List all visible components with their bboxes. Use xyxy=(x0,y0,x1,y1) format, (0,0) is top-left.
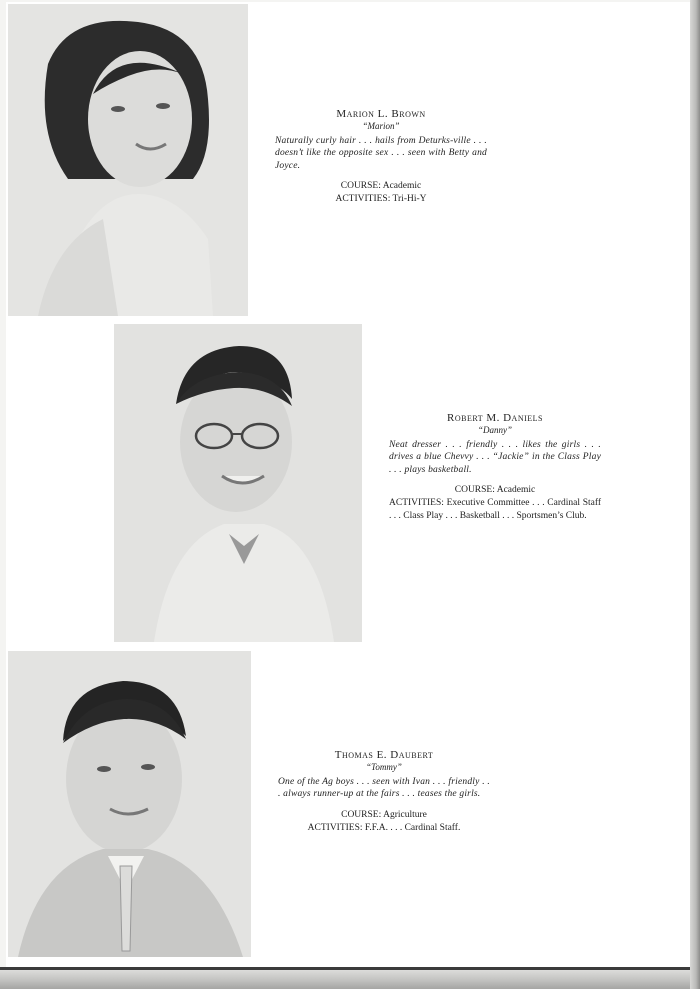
portrait-photo-robert xyxy=(114,324,362,642)
student-description: Naturally curly hair . . . hails from Deturks-ville . . . doesn’t like the opposite sex . . . seen with Betty and Joyce. xyxy=(275,135,487,171)
student-course: COURSE: Agriculture xyxy=(341,809,427,820)
student-nickname: “Tommy” xyxy=(366,762,402,773)
student-nickname: “Danny” xyxy=(477,425,512,436)
student-entry-thomas xyxy=(278,748,490,834)
student-course: COURSE: Academic xyxy=(454,485,536,496)
student-activities: ACTIVITIES: Tri-Hi-Y xyxy=(335,194,427,205)
student-description: One of the Ag boys . . . seen with Ivan . . . friendly . . . always runner-up at the fairs . . . teases the girls. xyxy=(278,776,490,800)
student-name: Marion L. Brown xyxy=(336,108,426,120)
portrait-photo-thomas xyxy=(8,651,251,957)
student-description: Neat dresser . . . friendly . . . likes the girls . . . drives a blue Chevvy . . . “Jackie” in the Class Play . . . plays basketball. xyxy=(389,439,601,475)
page-bottom-edge xyxy=(0,970,700,989)
student-entry-robert xyxy=(389,411,601,522)
student-nickname: “Marion” xyxy=(362,121,400,132)
student-name: Thomas E. Daubert xyxy=(334,749,434,761)
student-activities: ACTIVITIES: Executive Committee . . . Cardinal Staff . . . Class Play . . . Basketball . . . Sportsmen’s Club. xyxy=(389,498,601,521)
student-entry-marion xyxy=(275,107,487,206)
portrait-photo-marion xyxy=(8,4,248,316)
student-name: Robert M. Daniels xyxy=(447,412,543,424)
page-right-edge xyxy=(690,0,700,989)
student-activities: ACTIVITIES: F.F.A. . . . Cardinal Staff. xyxy=(307,823,461,834)
student-course: COURSE: Academic xyxy=(340,181,422,192)
